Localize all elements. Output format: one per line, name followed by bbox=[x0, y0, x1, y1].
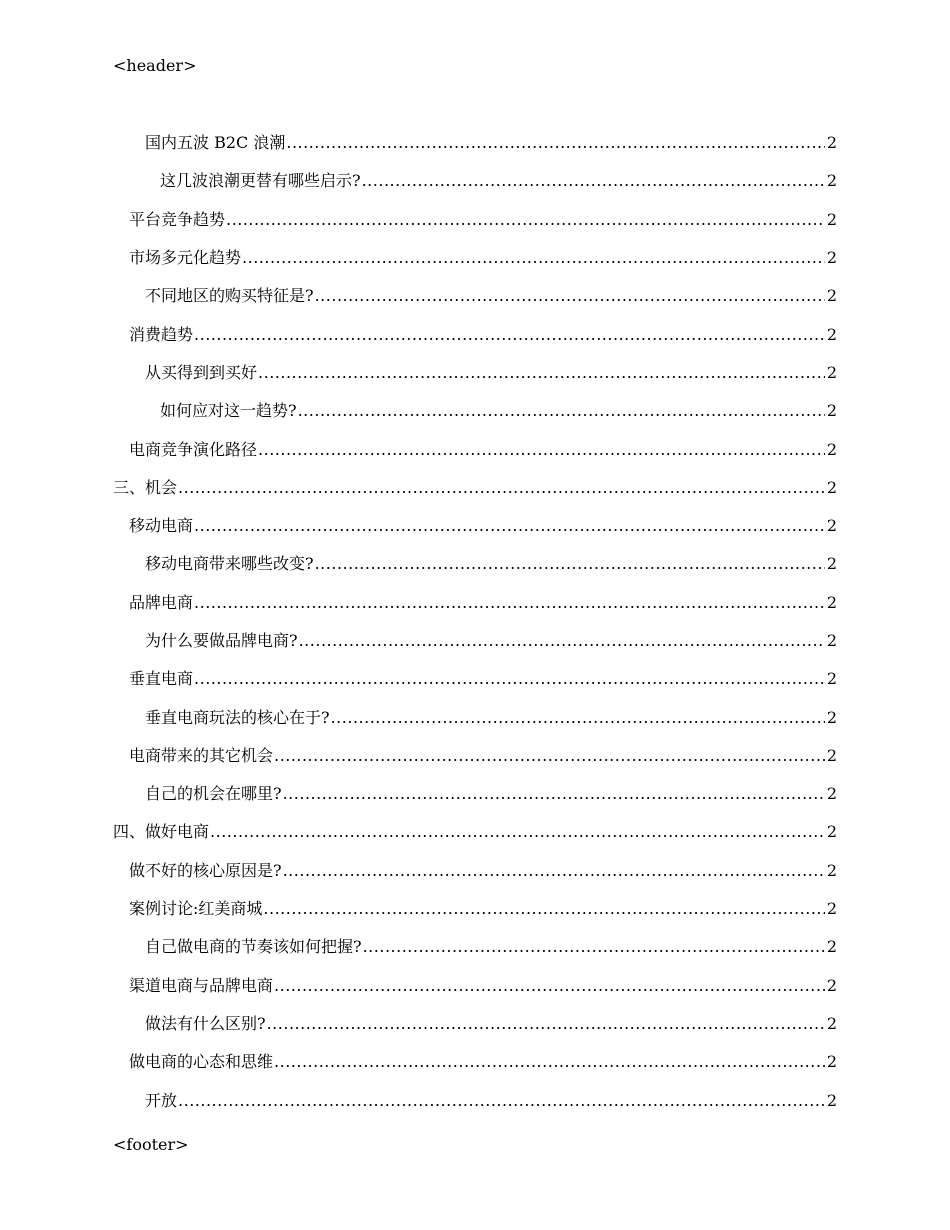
toc-entry-title: 四、做好电商 bbox=[113, 822, 210, 842]
toc-entry-title: 市场多元化趋势 bbox=[129, 248, 242, 268]
toc-dot-leader bbox=[194, 669, 825, 689]
toc-dot-leader bbox=[258, 440, 825, 460]
toc-page-number: 2 bbox=[826, 133, 837, 153]
toc-entry-title: 不同地区的购买特征是? bbox=[145, 286, 314, 306]
toc-entry-title: 平台竞争趋势 bbox=[129, 209, 226, 229]
toc-page-number: 2 bbox=[826, 822, 837, 842]
toc-dot-leader bbox=[194, 593, 825, 613]
toc-dot-leader bbox=[242, 248, 825, 268]
toc-entry-title: 移动电商 bbox=[129, 516, 194, 536]
toc-entry[interactable] bbox=[113, 584, 837, 622]
toc-dot-leader bbox=[226, 210, 825, 230]
toc-entry[interactable] bbox=[113, 622, 837, 660]
toc-entry[interactable] bbox=[113, 354, 837, 392]
toc-page-number: 2 bbox=[826, 1052, 837, 1072]
toc-dot-leader bbox=[258, 363, 825, 383]
toc-dot-leader bbox=[363, 937, 825, 957]
toc-dot-leader bbox=[315, 554, 825, 574]
toc-entry[interactable] bbox=[113, 315, 837, 353]
toc-dot-leader bbox=[263, 899, 824, 919]
toc-dot-leader bbox=[178, 1091, 825, 1111]
toc-page-number: 2 bbox=[826, 362, 837, 382]
toc-entry-title: 如何应对这一趋势? bbox=[160, 401, 297, 421]
toc-dot-leader bbox=[210, 822, 825, 842]
toc-page-number: 2 bbox=[826, 171, 837, 191]
page-footer: <footer> bbox=[113, 1135, 189, 1154]
toc-page-number: 2 bbox=[826, 209, 837, 229]
toc-page-number: 2 bbox=[826, 860, 837, 880]
toc-page-number: 2 bbox=[826, 707, 837, 727]
toc-entry-title: 渠道电商与品牌电商 bbox=[129, 975, 274, 995]
toc-entry[interactable] bbox=[113, 124, 837, 162]
toc-dot-leader bbox=[178, 478, 825, 498]
toc-dot-leader bbox=[274, 976, 825, 996]
toc-page-number: 2 bbox=[826, 286, 837, 306]
toc-page-number: 2 bbox=[826, 516, 837, 536]
toc-page-number: 2 bbox=[826, 554, 837, 574]
toc-dot-leader bbox=[331, 708, 825, 728]
toc-entry[interactable] bbox=[113, 660, 837, 698]
toc-entry-title: 案例讨论:红美商城 bbox=[129, 899, 263, 919]
toc-entry-title: 垂直电商 bbox=[129, 669, 194, 689]
toc-entry[interactable] bbox=[113, 775, 837, 813]
toc-page-number: 2 bbox=[826, 439, 837, 459]
toc-page-number: 2 bbox=[826, 1090, 837, 1110]
toc-entry[interactable] bbox=[113, 277, 837, 315]
toc-entry-title: 做法有什么区别? bbox=[145, 1013, 266, 1033]
toc-page-number: 2 bbox=[826, 669, 837, 689]
toc-page-number: 2 bbox=[826, 745, 837, 765]
toc-entry-title: 做电商的心态和思维 bbox=[129, 1052, 274, 1072]
toc-entry[interactable] bbox=[113, 890, 837, 928]
toc-entry[interactable] bbox=[113, 239, 837, 277]
toc-entry[interactable] bbox=[113, 698, 837, 736]
toc-entry-title: 移动电商带来哪些改变? bbox=[145, 554, 314, 574]
toc-entry[interactable] bbox=[113, 1081, 837, 1119]
toc-page-number: 2 bbox=[826, 477, 837, 497]
toc-dot-leader bbox=[299, 631, 825, 651]
toc-entry[interactable] bbox=[113, 967, 837, 1005]
page-header: <header> bbox=[113, 56, 197, 75]
toc-entry[interactable] bbox=[113, 162, 837, 200]
toc-entry-title: 品牌电商 bbox=[129, 592, 194, 612]
toc-dot-leader bbox=[283, 861, 825, 881]
toc-dot-leader bbox=[315, 286, 825, 306]
toc-entry-title: 做不好的核心原因是? bbox=[129, 860, 282, 880]
toc-entry-title: 为什么要做品牌电商? bbox=[145, 631, 298, 650]
toc-dot-leader bbox=[274, 746, 825, 766]
toc-dot-leader bbox=[274, 1052, 825, 1072]
toc-entry-title: 自己的机会在哪里? bbox=[145, 784, 282, 804]
toc-entry-title: 开放 bbox=[145, 1090, 178, 1110]
toc-entry-title: 电商竞争演化路径 bbox=[129, 439, 258, 459]
toc-entry[interactable] bbox=[113, 737, 837, 775]
toc-dot-leader bbox=[362, 171, 825, 191]
toc-entry[interactable] bbox=[113, 507, 837, 545]
toc-dot-leader bbox=[298, 401, 825, 421]
toc-dot-leader bbox=[267, 1014, 825, 1034]
toc-page-number: 2 bbox=[826, 784, 837, 804]
toc-entry-title: 三、机会 bbox=[113, 477, 178, 497]
toc-page-number: 2 bbox=[826, 937, 837, 957]
toc-entry-title: 国内五波 B2C 浪潮 bbox=[145, 133, 286, 153]
toc-entry[interactable] bbox=[113, 201, 837, 239]
toc-entry[interactable] bbox=[113, 430, 837, 468]
toc-dot-leader bbox=[286, 133, 824, 153]
toc-entry[interactable] bbox=[113, 1043, 837, 1081]
toc-page-number: 2 bbox=[826, 592, 837, 612]
toc-entry[interactable] bbox=[113, 1005, 837, 1043]
toc-entry[interactable] bbox=[113, 392, 837, 430]
toc-page-number: 2 bbox=[826, 401, 837, 421]
toc-entry-title: 从买得到到买好 bbox=[145, 362, 258, 382]
toc-page-number: 2 bbox=[826, 324, 837, 344]
toc-entry[interactable] bbox=[113, 469, 837, 507]
toc-entry[interactable] bbox=[113, 928, 837, 966]
toc-entry[interactable] bbox=[113, 545, 837, 583]
toc-page-number: 2 bbox=[826, 899, 837, 919]
toc-entry[interactable] bbox=[113, 813, 837, 851]
toc-entry[interactable] bbox=[113, 852, 837, 890]
toc-page-number: 2 bbox=[826, 975, 837, 995]
toc-entry-title: 这几波浪潮更替有哪些启示? bbox=[160, 171, 361, 191]
toc-dot-leader bbox=[194, 325, 825, 345]
table-of-contents bbox=[113, 124, 837, 1120]
toc-entry-title: 电商带来的其它机会 bbox=[129, 745, 274, 765]
toc-dot-leader bbox=[283, 784, 825, 804]
toc-entry-title: 自己做电商的节奏该如何把握? bbox=[145, 937, 362, 957]
toc-dot-leader bbox=[194, 516, 825, 536]
toc-page-number: 2 bbox=[826, 631, 837, 650]
toc-entry-title: 消费趋势 bbox=[129, 324, 194, 344]
toc-page-number: 2 bbox=[826, 1013, 837, 1033]
toc-entry-title: 垂直电商玩法的核心在于? bbox=[145, 707, 330, 727]
toc-page-number: 2 bbox=[826, 248, 837, 268]
